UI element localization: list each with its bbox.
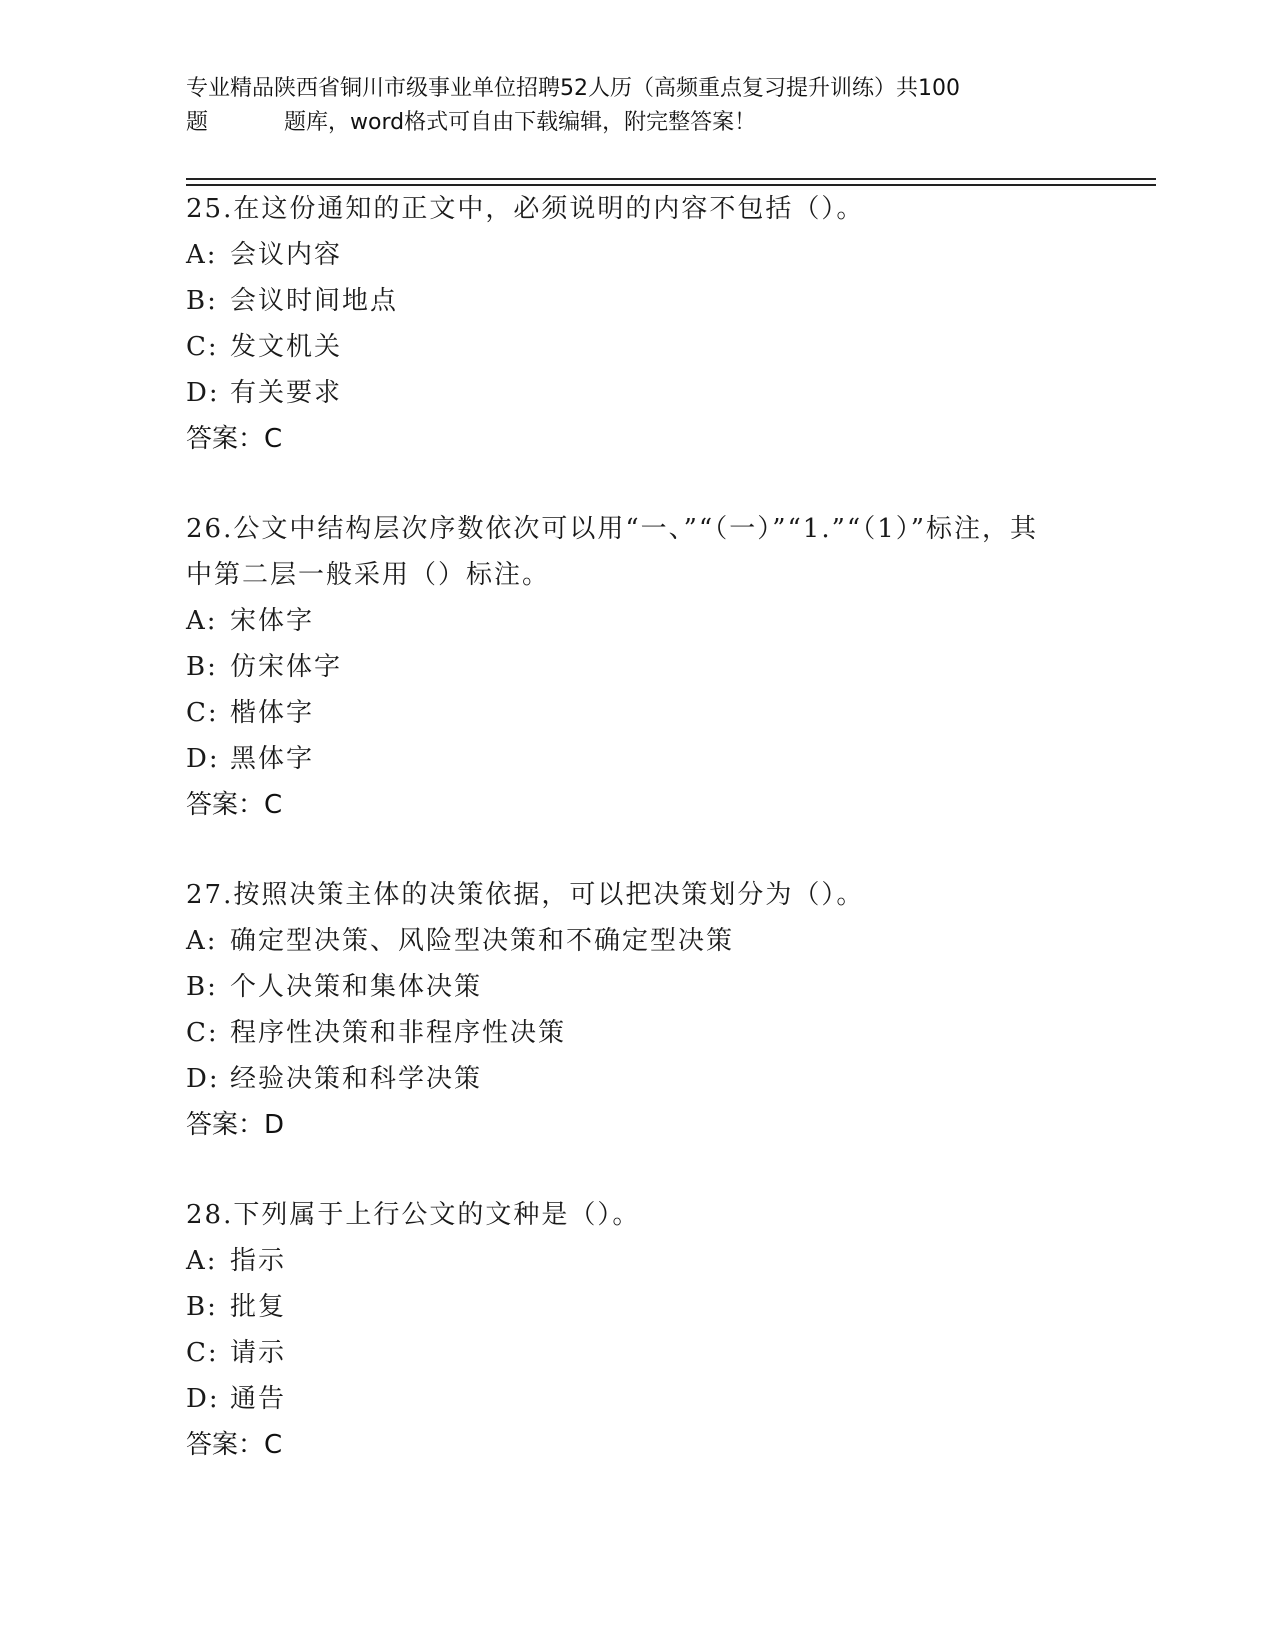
option-d — [186, 1056, 1086, 1102]
option-letter: A: — [186, 606, 218, 636]
option-letter: A: — [186, 926, 218, 956]
option-text: 发文机关 — [230, 332, 343, 362]
option-b — [186, 278, 1086, 324]
option-letter: D: — [186, 1384, 220, 1414]
option-letter: A: — [186, 240, 218, 270]
option-text: 通告 — [230, 1384, 287, 1414]
header-title-line2 — [186, 106, 1066, 140]
option-text: 程序性决策和非程序性决策 — [230, 1018, 567, 1048]
question-26 — [186, 506, 1086, 828]
answer-line: 答案：C — [186, 424, 283, 454]
option-letter: B: — [186, 1292, 218, 1322]
option-b — [186, 1284, 1086, 1330]
option-text: 经验决策和科学决策 — [230, 1064, 483, 1094]
header-divider-top — [186, 178, 1156, 180]
question-27 — [186, 872, 1086, 1148]
option-text: 宋体字 — [230, 606, 315, 636]
option-text: 指示 — [230, 1246, 287, 1276]
option-a — [186, 1238, 1086, 1284]
option-text: 黑体字 — [230, 744, 315, 774]
option-a — [186, 598, 1086, 644]
option-letter: D: — [186, 744, 220, 774]
option-letter: C: — [186, 1338, 219, 1368]
option-letter: D: — [186, 378, 220, 408]
document-header — [186, 72, 1066, 140]
option-d — [186, 1376, 1086, 1422]
option-text: 个人决策和集体决策 — [230, 972, 483, 1002]
option-c — [186, 690, 1086, 736]
option-letter: C: — [186, 698, 219, 728]
option-text: 确定型决策、风险型决策和不确定型决策 — [230, 926, 735, 956]
option-letter: C: — [186, 332, 219, 362]
option-text: 仿宋体字 — [230, 652, 343, 682]
option-letter: D: — [186, 1064, 220, 1094]
option-c — [186, 1330, 1086, 1376]
option-text: 会议内容 — [230, 240, 343, 270]
option-c — [186, 1010, 1086, 1056]
question-text: 25.在这份通知的正文中，必须说明的内容不包括（）。 — [186, 194, 865, 224]
question-list — [186, 186, 1086, 1468]
option-text: 请示 — [230, 1338, 287, 1368]
question-text: 26.公文中结构层次序数依次可以用“一、”“（一）”“1.”“（1）”标注，其中第二层一般采用（）标注。 — [186, 514, 1039, 590]
option-c — [186, 324, 1086, 370]
question-28 — [186, 1192, 1086, 1468]
header-title-line1: 专业精品陕西省铜川市级事业单位招聘52人历（高频重点复习提升训练）共100 — [186, 76, 960, 101]
option-letter: B: — [186, 652, 218, 682]
option-d — [186, 736, 1086, 782]
answer-line: 答案：C — [186, 1430, 283, 1460]
option-a — [186, 918, 1086, 964]
option-b — [186, 644, 1086, 690]
option-text: 有关要求 — [230, 378, 343, 408]
question-25 — [186, 186, 1086, 462]
answer-line: 答案：C — [186, 790, 283, 820]
option-letter: B: — [186, 972, 218, 1002]
question-text: 28.下列属于上行公文的文种是（）。 — [186, 1200, 641, 1230]
header-title-line2-end: 题库，word格式可自由下载编辑，附完整答案！ — [284, 110, 757, 135]
option-text: 批复 — [230, 1292, 287, 1322]
option-letter: C: — [186, 1018, 219, 1048]
option-letter: A: — [186, 1246, 218, 1276]
option-letter: B: — [186, 286, 218, 316]
option-text: 楷体字 — [230, 698, 315, 728]
option-a — [186, 232, 1086, 278]
question-text: 27.按照决策主体的决策依据，可以把决策划分为（）。 — [186, 880, 865, 910]
option-text: 会议时间地点 — [230, 286, 399, 316]
header-title-line2-start: 题 — [186, 110, 209, 135]
option-d — [186, 370, 1086, 416]
option-b — [186, 964, 1086, 1010]
answer-line: 答案：D — [186, 1110, 285, 1140]
